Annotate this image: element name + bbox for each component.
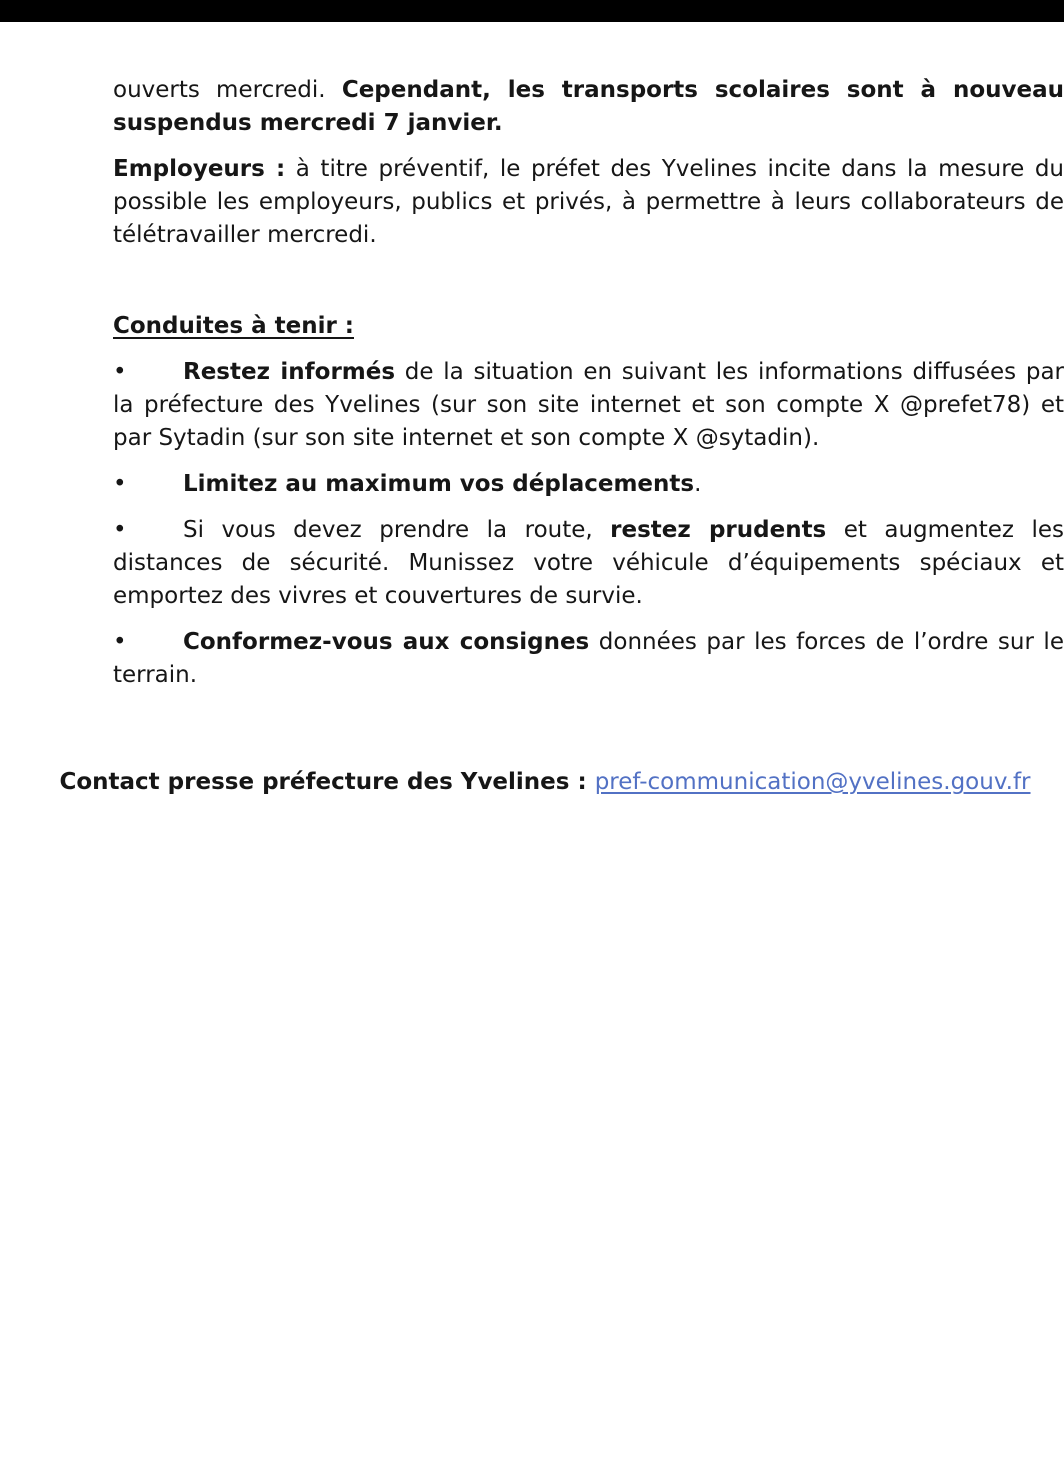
employers-text: à titre préventif, le préfet des Yvelines incite dans la mesure du possible les employeurs, publics et privés, à permettre à leurs collaborateurs de télétravailler mercredi. bbox=[113, 156, 1064, 248]
bullet-item bbox=[113, 626, 1064, 692]
bullet-post: et augmentez les distances de sécurité. Munissez votre véhicule d’équipements spéciaux et emportez des vivres et couvertures de survie. bbox=[113, 517, 1064, 609]
bullet-marker: • bbox=[113, 517, 127, 543]
bullet-marker: • bbox=[113, 359, 127, 385]
bullet-bold: Limitez au maximum vos déplacements bbox=[183, 471, 695, 497]
employers-label: Employeurs : bbox=[113, 156, 286, 182]
intro-bold-text: Cependant, les transports scolaires sont à nouveau suspendus mercredi 7 janvier. bbox=[113, 77, 1064, 136]
press-contact bbox=[0, 766, 1064, 799]
bullet-marker: • bbox=[113, 629, 127, 655]
bullet-marker: • bbox=[113, 471, 127, 497]
bullet-bold: Restez informés bbox=[183, 359, 396, 385]
contact-label: Contact presse préfecture des Yvelines : bbox=[59, 769, 595, 795]
bullet-item bbox=[113, 468, 1064, 501]
bullet-post: . bbox=[694, 471, 702, 497]
bullet-post: de la situation en suivant les informations diffusées par la préfecture des Yvelines (sur son site internet et son compte X @prefet78) et par Sytadin (sur son site internet et son compte X @sytadin). bbox=[113, 359, 1064, 451]
top-black-bar bbox=[0, 0, 1064, 22]
contact-email-link[interactable]: pref-communication@yvelines.gouv.fr bbox=[594, 769, 1031, 795]
bullet-pre: Si vous devez prendre la route, bbox=[183, 517, 611, 543]
bullet-bold: Conformez-vous aux consignes bbox=[183, 629, 590, 655]
employers-paragraph bbox=[113, 153, 1064, 252]
intro-text: ouverts mercredi. bbox=[113, 77, 342, 103]
bullet-bold: restez prudents bbox=[610, 517, 827, 543]
intro-paragraph bbox=[113, 74, 1064, 140]
section-title: Conduites à tenir : bbox=[113, 313, 354, 339]
bullet-post: données par les forces de l’ordre sur le terrain. bbox=[113, 629, 1064, 688]
document-body bbox=[113, 74, 1064, 692]
bullet-item bbox=[113, 514, 1064, 613]
bullet-item bbox=[113, 356, 1064, 455]
